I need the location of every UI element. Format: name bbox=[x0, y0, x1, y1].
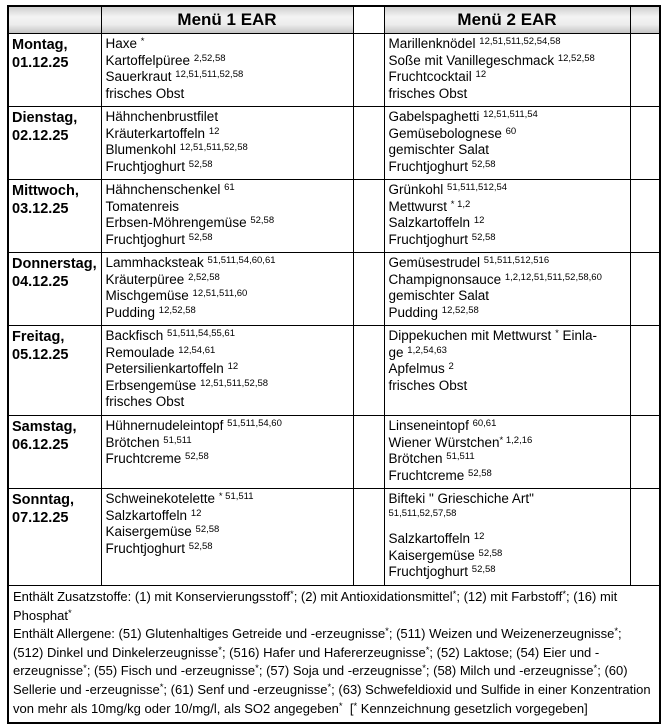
menu-item-line: Dippekuchen mit Mettwurst * Einla- bbox=[388, 328, 598, 343]
menu-row bbox=[8, 107, 660, 180]
spacer-column-header-right bbox=[630, 6, 660, 34]
menu-item-line: Apfelmus $^2$ bbox=[388, 361, 454, 376]
menu-item-line: frisches Obst bbox=[388, 85, 468, 101]
day-name: Dienstag, bbox=[12, 110, 78, 126]
spacer-cell bbox=[353, 34, 384, 107]
menu-item-line: Salzkartoffeln $^{12}$ bbox=[105, 507, 202, 523]
menu-item-line: Wiener Würstchen$^{* 1,2,16}$ bbox=[388, 434, 533, 450]
day-name: Sonntag, bbox=[12, 492, 75, 508]
menu1-cell bbox=[101, 34, 353, 107]
menu1-cell bbox=[101, 180, 353, 253]
day-cell bbox=[8, 180, 101, 253]
menu-item-line: gemischter Salat bbox=[388, 288, 490, 303]
spacer-cell bbox=[353, 489, 384, 586]
menu-item-line: Gemüsestrudel $^{51,511,512,516}$ bbox=[388, 255, 550, 270]
menu-item-line: Fruchtcocktail $^{12}$ bbox=[388, 69, 487, 84]
menu-item-line: Marillenknödel $^{12,51,511,52,54,58}$ bbox=[388, 36, 561, 51]
menu2-cell bbox=[384, 326, 630, 416]
day-name: Montag, bbox=[12, 37, 68, 53]
menu-item-line: Linseneintopf $^{60,61}$ bbox=[388, 418, 497, 433]
menu-item-line: frisches Obst bbox=[105, 85, 185, 101]
menu-item-line: Fruchtjoghurt $^{52,58}$ bbox=[388, 564, 496, 579]
menu1-cell bbox=[101, 253, 353, 326]
menu1-cell bbox=[101, 107, 353, 180]
menu-item-line: Fruchtjoghurt $^{52,58}$ bbox=[105, 158, 213, 174]
legend-cell bbox=[8, 586, 660, 724]
day-column-header bbox=[8, 6, 101, 34]
menu-item-line: Mischgemüse $^{12,51,511,60}$ bbox=[105, 288, 248, 303]
additives-legend: Enthält Zusatzstoffe: (1) mit Konservierungsstoff*; (2) mit Antioxidationsmittel*; (12) mit Farbstoff*; (16) mit Phosphat* bbox=[13, 589, 618, 623]
day-name: Samstag, bbox=[12, 419, 77, 435]
menu-row bbox=[8, 253, 660, 326]
day-date: 06.12.25 bbox=[12, 437, 69, 453]
menu2-cell bbox=[384, 107, 630, 180]
menu-item-line: Hähnchenschenkel $^{61}$ bbox=[105, 182, 235, 197]
day-date: 03.12.25 bbox=[12, 201, 69, 217]
menu-table bbox=[7, 5, 661, 724]
menu-item-line: Kartoffelpüree $^{2,52,58}$ bbox=[105, 52, 226, 68]
spacer-cell bbox=[353, 107, 384, 180]
menu-item-line: Haxe * bbox=[105, 36, 145, 51]
menu-item-line: Salzkartoffeln $^{12}$ bbox=[388, 531, 485, 546]
menu-item-line: Erbsengemüse $^{12,51,511,52,58}$ bbox=[105, 377, 269, 393]
header-row bbox=[8, 6, 660, 34]
menu-item-line: Schweinekotelette $^{* 51,511}$ bbox=[105, 491, 254, 506]
menu-item-line: Remoulade $^{12,54,61}$ bbox=[105, 344, 216, 360]
menu-item-line: Brötchen $^{51,511}$ bbox=[105, 434, 192, 450]
day-date: 07.12.25 bbox=[12, 510, 69, 526]
menu-item-line: Fruchtjoghurt $^{52,58}$ bbox=[105, 540, 213, 556]
menu-item-line: Fruchtjoghurt $^{52,58}$ bbox=[105, 231, 213, 247]
spacer-cell-right bbox=[630, 34, 660, 107]
menu-item-line: Tomatenreis bbox=[105, 198, 180, 214]
spacer-column-header bbox=[353, 6, 384, 34]
menu-table-body bbox=[8, 34, 660, 586]
day-name: Donnerstag, bbox=[12, 256, 97, 272]
menu-item-line bbox=[389, 524, 626, 531]
menu-item-line: Petersilienkartoffeln $^{12}$ bbox=[105, 361, 239, 376]
spacer-cell-right bbox=[630, 489, 660, 586]
day-date: 05.12.25 bbox=[12, 347, 69, 363]
day-date: 01.12.25 bbox=[12, 55, 69, 71]
menu-item-line: Pudding $^{12,52,58}$ bbox=[105, 304, 196, 320]
spacer-cell-right bbox=[630, 253, 660, 326]
menu-item-line: Kräuterpüree $^{2,52,58}$ bbox=[105, 271, 220, 287]
menu-row bbox=[8, 34, 660, 107]
menu-row bbox=[8, 180, 660, 253]
menu-item-line: Kräuterkartoffeln $^{12}$ bbox=[105, 125, 220, 141]
menu-item-line: Fruchtcreme $^{52,58}$ bbox=[105, 451, 209, 466]
spacer-cell bbox=[353, 326, 384, 416]
menu2-cell bbox=[384, 416, 630, 489]
day-cell bbox=[8, 107, 101, 180]
menu-item-line: Gemüsebolognese $^{60}$ bbox=[388, 125, 517, 141]
day-name: Mittwoch, bbox=[12, 183, 79, 199]
menu-item-line: frisches Obst bbox=[105, 394, 185, 409]
menu-item-line: Gabelspaghetti $^{12,51,511,54}$ bbox=[388, 109, 538, 124]
menu-item-line: Soße mit Vanillegeschmack $^{12,52,58}$ bbox=[388, 52, 595, 68]
day-cell bbox=[8, 489, 101, 586]
menu-item-line: 51,511,52,57,58 bbox=[388, 507, 457, 519]
menu-item-line: Grünkohl $^{51,511,512,54}$ bbox=[388, 182, 508, 197]
spacer-cell bbox=[353, 180, 384, 253]
day-name: Freitag, bbox=[12, 329, 65, 345]
menu-item-line: Kaisergemüse $^{52,58}$ bbox=[388, 547, 503, 563]
day-cell bbox=[8, 416, 101, 489]
spacer-cell bbox=[353, 253, 384, 326]
menu-row bbox=[8, 489, 660, 586]
menu-item-line: gemischter Salat bbox=[388, 142, 490, 157]
menu2-cell bbox=[384, 180, 630, 253]
menu2-cell bbox=[384, 253, 630, 326]
menu-item-line: Sauerkraut $^{12,51,511,52,58}$ bbox=[105, 69, 244, 84]
day-date: 04.12.25 bbox=[12, 274, 69, 290]
menu-item-line: Erbsen-Möhrengemüse $^{52,58}$ bbox=[105, 215, 275, 230]
day-cell bbox=[8, 34, 101, 107]
menu-item-line: Blumenkohl $^{12,51,511,52,58}$ bbox=[105, 142, 248, 157]
day-cell bbox=[8, 326, 101, 416]
spacer-cell bbox=[353, 416, 384, 489]
menu1-header: Menü 1 EAR bbox=[101, 6, 353, 34]
menu-item-line: Hühnernudeleintopf $^{51,511,54,60}$ bbox=[105, 418, 282, 433]
menu-item-line: Mettwurst $^{* 1,2}$ bbox=[388, 198, 471, 214]
menu-row bbox=[8, 326, 660, 416]
menu-item-line: ge $^{1,2,54,63}$ bbox=[388, 344, 447, 360]
spacer-cell-right bbox=[630, 416, 660, 489]
allergens-legend: Enthält Allergene: (51) Glutenhaltiges Getreide und -erzeugnisse*; (511) Weizen und Weizenerzeugnisse*; (512) Dinkel und Dinkelerzeugnisse*; (516) Hafer und Hafererzeugnisse*; (52) Laktose; (54) Eier und -erzeugnisse*; (55) Fisch und -erzeugnisse*; (57) Soja und -erzeugnisse*; (58) Milch und -erzeugnisse*; (60) Sellerie und -erzeugnisse*; (61) Senf und -erzeugnisse*; (63) Schwefeldioxid und Sulfide in einer Konzentration von mehr als 10mg/kg oder 10/mg/l, als SO2 angegeben* [* Kennzeichnung gesetzlich vorgegeben] bbox=[13, 626, 651, 716]
menu-item-line: Hähnchenbrustfilet bbox=[105, 109, 219, 124]
menu-item-line: Kaisergemüse $^{52,58}$ bbox=[105, 524, 220, 539]
menu-item-line: Fruchtjoghurt $^{52,58}$ bbox=[388, 158, 496, 174]
menu-item-line: Bifteki " Grieschiche Art" bbox=[388, 491, 534, 506]
menu-item-line: Pudding $^{12,52,58}$ bbox=[388, 304, 479, 320]
menu1-cell bbox=[101, 326, 353, 416]
menu2-cell bbox=[384, 34, 630, 107]
menu-item-line: Fruchtjoghurt $^{52,58}$ bbox=[388, 231, 496, 247]
menu-item-line: Champignonsauce $^{1,2,12,51,511,52,58,60}$ bbox=[388, 271, 602, 287]
menu-item-line: Fruchtcreme $^{52,58}$ bbox=[388, 467, 492, 483]
menu1-cell bbox=[101, 416, 353, 489]
day-date: 02.12.25 bbox=[12, 128, 69, 144]
spacer-cell-right bbox=[630, 180, 660, 253]
menu-item-line: Salzkartoffeln $^{12}$ bbox=[388, 215, 485, 230]
day-cell bbox=[8, 253, 101, 326]
menu2-header: Menü 2 EAR bbox=[384, 6, 630, 34]
menu-item-line: frisches Obst bbox=[388, 377, 468, 393]
menu1-cell bbox=[101, 489, 353, 586]
spacer-cell-right bbox=[630, 326, 660, 416]
menu-row bbox=[8, 416, 660, 489]
menu-item-line: Brötchen $^{51,511}$ bbox=[388, 451, 475, 466]
menu-item-line: Backfisch $^{51,511,54,55,61}$ bbox=[105, 328, 236, 343]
menu-item-line: Lammhacksteak $^{51,511,54,60,61}$ bbox=[105, 255, 276, 270]
spacer-cell-right bbox=[630, 107, 660, 180]
menu2-cell bbox=[384, 489, 630, 586]
footer-row bbox=[8, 586, 660, 724]
